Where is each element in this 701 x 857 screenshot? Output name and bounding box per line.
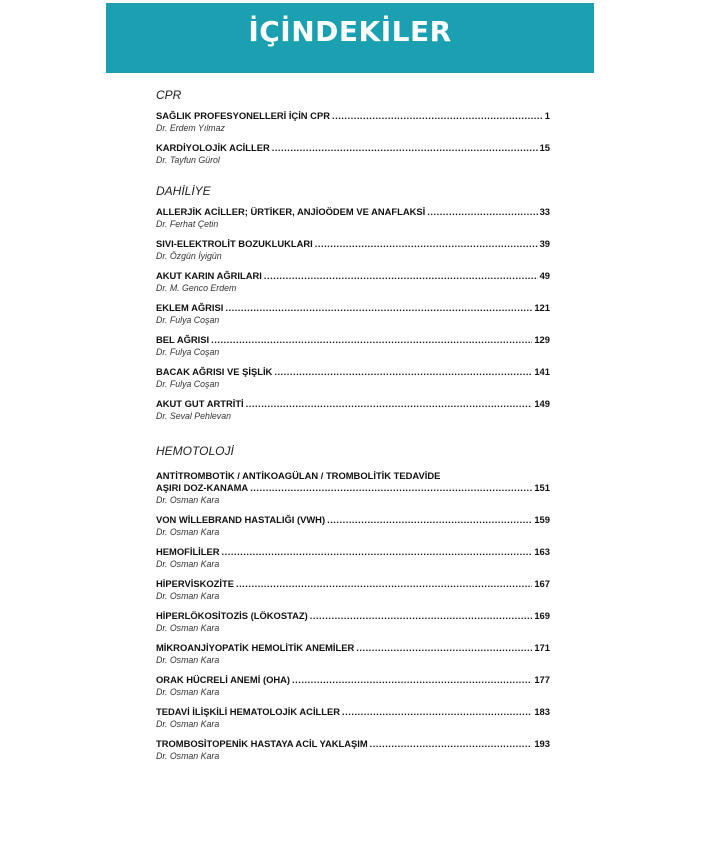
page-number: 159 <box>534 514 550 525</box>
entry-author: Dr. Osman Kara <box>156 591 220 601</box>
entry-author: Dr. Ferhat Çetin <box>156 219 219 229</box>
toc-entry[interactable] <box>156 238 550 262</box>
leader-dots <box>292 674 532 686</box>
entry-author: Dr. Osman Kara <box>156 751 220 761</box>
page-number: 141 <box>534 366 550 377</box>
toc-entry[interactable] <box>156 366 550 390</box>
entry-title: BACAK AĞRISI VE ŞİŞLİK <box>156 366 273 377</box>
toc-entry[interactable] <box>156 706 550 730</box>
entry-title: TROMBOSİTOPENİK HASTAYA ACİL YAKLAŞIM <box>156 738 368 749</box>
page-number: 171 <box>534 642 550 653</box>
entry-title: ALLERJİK ACİLLER; ÜRTİKER, ANJİOÖDEM VE ANAFLAKSİ <box>156 206 426 217</box>
page-number: 33 <box>539 206 550 217</box>
entry-title: HEMOFİLİLER <box>156 546 220 557</box>
toc-entry[interactable] <box>156 206 550 230</box>
table-of-contents <box>156 88 550 770</box>
leader-dots <box>327 514 532 526</box>
entry-author: Dr. Osman Kara <box>156 527 220 537</box>
section-title-dahiliye: DAHİLİYE <box>156 184 211 198</box>
entry-title-line1: ANTİTROMBOTİK / ANTİKOAGÜLAN / TROMBOLİTİK TEDAVİDE <box>156 470 441 481</box>
entry-title: KARDİYOLOJİK ACİLLER <box>156 142 270 153</box>
toc-entry[interactable] <box>156 334 550 358</box>
entry-author: Dr. Osman Kara <box>156 719 220 729</box>
leader-dots <box>342 706 532 718</box>
page-number: 177 <box>534 674 550 685</box>
page-number: 39 <box>539 238 550 249</box>
leader-dots <box>225 302 532 314</box>
entry-author: Dr. Osman Kara <box>156 559 220 569</box>
entry-title: MİKROANJİYOPATİK HEMOLİTİK ANEMİLER <box>156 642 355 653</box>
entry-title: ORAK HÜCRELİ ANEMİ (OHA) <box>156 674 291 685</box>
entry-author: Dr. Osman Kara <box>156 655 220 665</box>
entry-author: Dr. Seval Pehlevan <box>156 411 231 421</box>
page-number: 151 <box>534 482 550 493</box>
entry-title: SAĞLIK PROFESYONELLERİ İÇİN CPR <box>156 110 330 121</box>
entry-title: EKLEM AĞRISI <box>156 302 224 313</box>
leader-dots <box>315 238 538 250</box>
entry-author: Dr. Osman Kara <box>156 495 220 505</box>
toc-entry[interactable] <box>156 470 550 506</box>
page-title: İÇİNDEKİLER <box>248 14 452 48</box>
entry-title: HİPERVİSKOZİTE <box>156 578 234 589</box>
entry-title: TEDAVİ İLİŞKİLİ HEMATOLOJİK ACİLLER <box>156 706 341 717</box>
entry-title: SIVI-ELEKTROLİT BOZUKLUKLARI <box>156 238 313 249</box>
toc-entry[interactable] <box>156 270 550 294</box>
entry-author: Dr. Tayfun Gürol <box>156 155 220 165</box>
page-number: 149 <box>534 398 550 409</box>
leader-dots <box>236 578 532 590</box>
toc-entry[interactable] <box>156 610 550 634</box>
leader-dots <box>427 206 537 218</box>
entry-author: Dr. Osman Kara <box>156 623 220 633</box>
page-number: 163 <box>534 546 550 557</box>
entry-author: Dr. Erdem Yılmaz <box>156 123 225 133</box>
page-number: 169 <box>534 610 550 621</box>
toc-entry[interactable] <box>156 674 550 698</box>
leader-dots <box>250 482 532 494</box>
entry-author: Dr. Fulya Coşan <box>156 315 220 325</box>
toc-entry[interactable] <box>156 578 550 602</box>
leader-dots <box>332 110 543 122</box>
toc-entry[interactable] <box>156 738 550 762</box>
page-number: 1 <box>544 110 550 121</box>
leader-dots <box>356 642 532 654</box>
entry-title: BEL AĞRISI <box>156 334 210 345</box>
toc-entry[interactable] <box>156 142 550 166</box>
section-title-hemotoloji: HEMOTOLOJİ <box>156 444 234 458</box>
leader-dots <box>222 546 533 558</box>
entry-title: AKUT GUT ARTRİTİ <box>156 398 244 409</box>
toc-entry[interactable] <box>156 302 550 326</box>
entry-title: HİPERLÖKOSİTOZİS (LÖKOSTAZ) <box>156 610 308 621</box>
toc-entry[interactable] <box>156 642 550 666</box>
page-number: 129 <box>534 334 550 345</box>
toc-entry[interactable] <box>156 514 550 538</box>
page-number: 15 <box>539 142 550 153</box>
page-number: 121 <box>534 302 550 313</box>
entry-author: Dr. Fulya Coşan <box>156 379 220 389</box>
toc-entry[interactable] <box>156 110 550 134</box>
entry-author: Dr. Fulya Coşan <box>156 347 220 357</box>
entry-title: AKUT KARIN AĞRILARI <box>156 270 262 281</box>
leader-dots <box>370 738 533 750</box>
page-number: 167 <box>534 578 550 589</box>
header-banner <box>106 3 594 73</box>
section-title-cpr: CPR <box>156 88 182 102</box>
entry-title: VON WİLLEBRAND HASTALIĞI (VWH) <box>156 514 326 525</box>
leader-dots <box>274 366 532 378</box>
page-number: 193 <box>534 738 550 749</box>
leader-dots <box>310 610 533 622</box>
page-number: 49 <box>539 270 550 281</box>
entry-author: Dr. M. Genco Erdem <box>156 283 237 293</box>
leader-dots <box>264 270 538 282</box>
entry-author: Dr. Özgün İyigün <box>156 251 222 261</box>
toc-entry[interactable] <box>156 546 550 570</box>
toc-entry[interactable] <box>156 398 550 422</box>
entry-author: Dr. Osman Kara <box>156 687 220 697</box>
leader-dots <box>246 398 533 410</box>
leader-dots <box>211 334 532 346</box>
entry-title: AŞIRI DOZ-KANAMA <box>156 482 249 493</box>
page-number: 183 <box>534 706 550 717</box>
leader-dots <box>272 142 538 154</box>
